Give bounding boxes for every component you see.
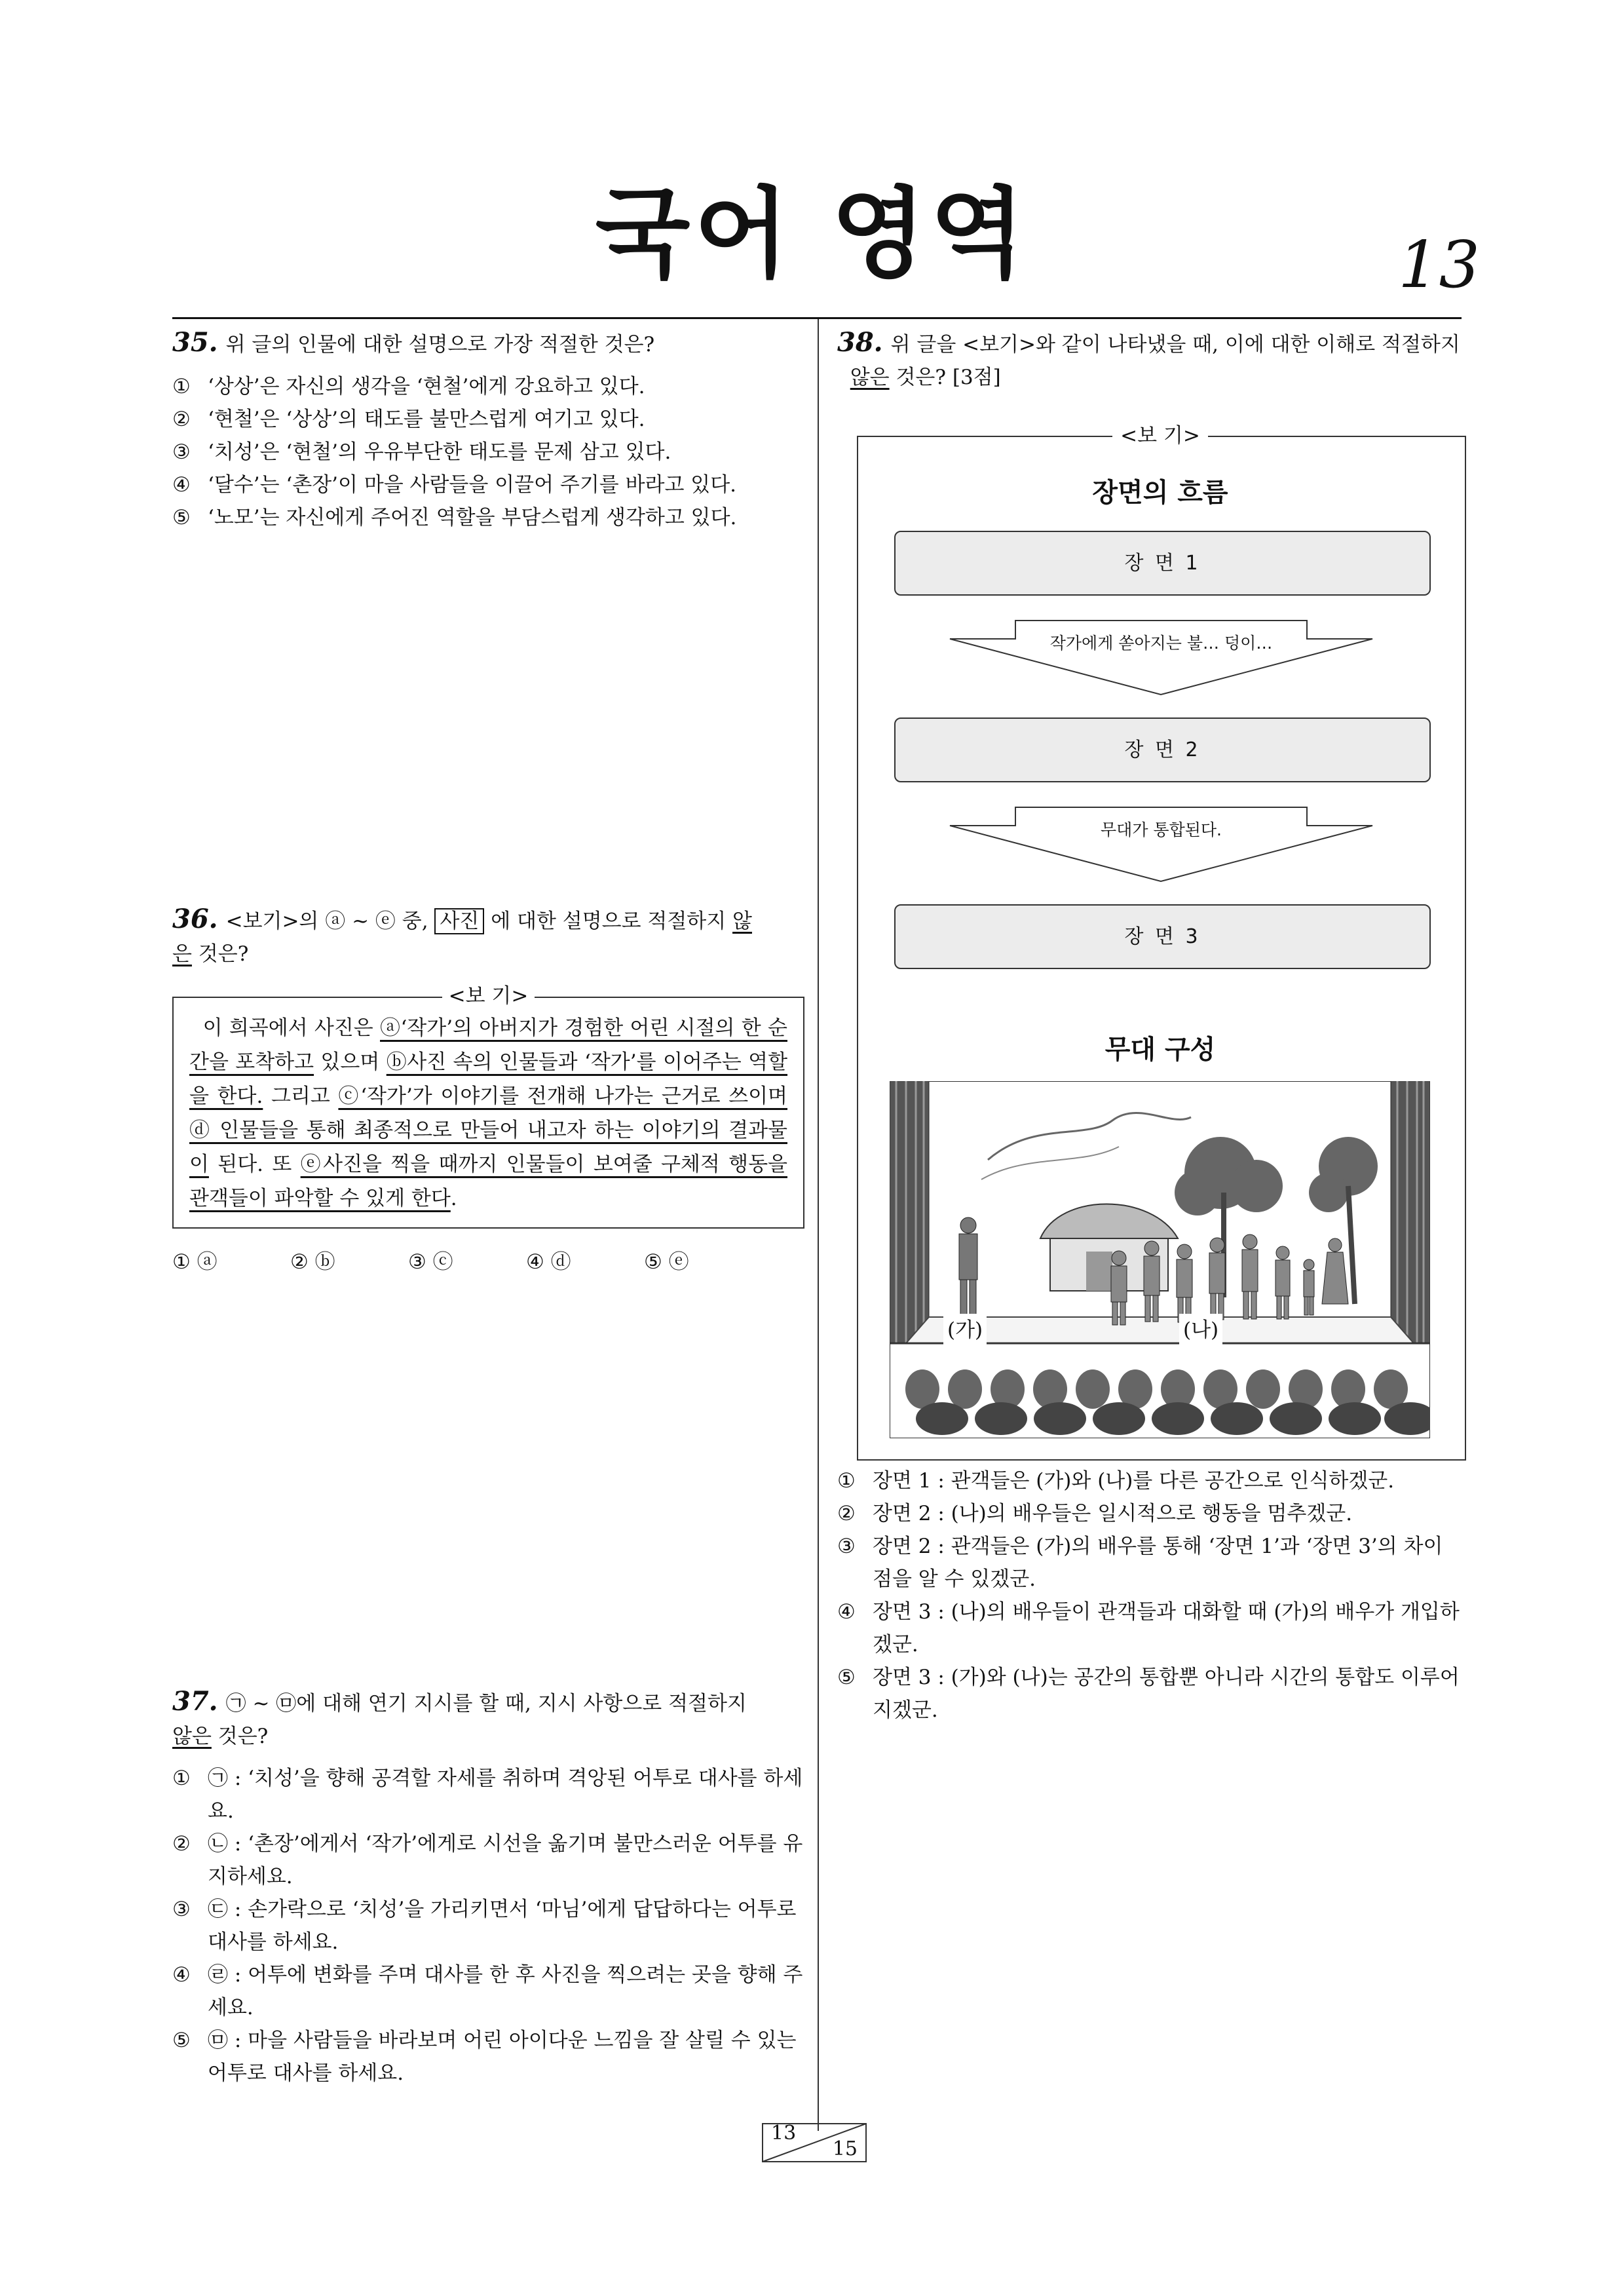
- question-35-options: [172, 370, 804, 534]
- question-number: 35.: [172, 327, 218, 358]
- stage-illustration: [890, 1081, 1430, 1438]
- scene-1-box: 장 면 1: [894, 531, 1431, 596]
- bogi-box: [172, 984, 804, 1229]
- bogi-label-38: <보 기>: [857, 419, 1463, 452]
- question-36-stem: 36. <보기>의 ⓐ ~ ⓔ 중, 사진 에 대한 설명으로 적절하지 않 은 것은?: [172, 904, 752, 966]
- page-number: 13: [1398, 228, 1480, 303]
- arrow-2-label: 무대가 통합된다.: [1101, 820, 1222, 839]
- bogi-text: 이 희곡에서 사진은 ⓐ‘작가’의 아버지가 경험한 어린 시절의 한 순간을 포착하고 있으며 ⓑ사진 속의 인물들과 ‘작가’를 이어주는 역할을 한다. 그리고 ⓒ‘작가’가 이야기를 전개해 나가는 근거로 쓰이며 ⓓ 인물들을 통해 최종적으로 만들어 내고자 하는 이야기의 결과물이 된다. 또 ⓔ사진을 찍을 때까지 인물들이 보여줄 구체적 행동을 관객들이 파악할 수 있게 한다.: [189, 1016, 788, 1210]
- question-36-choices: [172, 1246, 804, 1278]
- question-36: [172, 903, 804, 1278]
- option: ③ ‘치성’은 ‘현철’의 우유부단한 태도를 문제 삼고 있다.: [172, 440, 671, 464]
- scene-2-box: 장 면 2: [894, 718, 1431, 782]
- choice: ① ⓐ: [172, 1250, 217, 1274]
- option: ② ‘현철’은 ‘상상’의 태도를 불만스럽게 여기고 있다.: [172, 408, 645, 431]
- header-rule: [172, 317, 1462, 319]
- option: ① 장면 1 : 관객들은 (가)와 (나)를 다른 공간으로 인식하겠군.: [837, 1469, 1395, 1493]
- question-35: [172, 326, 804, 534]
- option: ⑤ ㉤ : 마을 사람들을 바라보며 어린 아이다운 느낌을 잘 살릴 수 있는 어투로 대사를 하세요.: [172, 2029, 797, 2085]
- question-38-options: [837, 1464, 1462, 1727]
- option: ⑤ ‘노모’는 자신에게 주어진 역할을 부담스럽게 생각하고 있다.: [172, 506, 737, 529]
- bogi-label: <보 기>: [174, 980, 803, 1012]
- option: ④ 장면 3 : (나)의 배우들이 관객들과 대화할 때 (가)의 배우가 개입하겠군.: [837, 1600, 1460, 1656]
- option: ④ ㉣ : 어투에 변화를 주며 대사를 한 후 사진을 찍으려는 곳을 향해 주세요.: [172, 1963, 803, 2019]
- option: ② 장면 2 : (나)의 배우들은 일시적으로 행동을 멈추겠군.: [837, 1502, 1353, 1525]
- question-37-stem: 37. ㉠ ~ ㉤에 대해 연기 지시를 할 때, 지시 사항으로 적절하지 않은 것은?: [172, 1686, 747, 1748]
- option: ③ 장면 2 : 관객들은 (가)의 배우를 통해 ‘장면 1’과 ‘장면 3’의 차이점을 알 수 있겠군.: [837, 1535, 1443, 1591]
- scene-3-box: 장 면 3: [894, 904, 1431, 969]
- option: ⑤ 장면 3 : (가)와 (나)는 공간의 통합뿐 아니라 시간의 통합도 이루어지겠군.: [837, 1666, 1460, 1722]
- question-35-stem: 35. 위 글의 인물에 대한 설명으로 가장 적절한 것은?: [172, 327, 655, 358]
- choice: ④ ⓓ: [526, 1250, 571, 1274]
- choice: ⑤ ⓔ: [644, 1250, 689, 1274]
- flow-title: 장면의 흐름: [1092, 478, 1228, 508]
- option: ③ ㉢ : 손가락으로 ‘치성’을 가리키면서 ‘마님’에게 답답하다는 어투로 대사를 하세요.: [172, 1898, 797, 1954]
- total-pages: 15: [832, 2137, 858, 2160]
- option: ④ ‘달수’는 ‘촌장’이 마을 사람들을 이끌어 주기를 바라고 있다.: [172, 473, 737, 497]
- page-title: 국어 영역: [595, 178, 1029, 292]
- boxed-word: 사진: [434, 908, 484, 934]
- choice: ③ ⓒ: [408, 1250, 453, 1274]
- label-ga: (가): [943, 1314, 987, 1347]
- arrow-1-label: 작가에게 쏟아지는 불… 덩이…: [1049, 634, 1273, 653]
- choice: ② ⓑ: [290, 1250, 335, 1274]
- stage-title: 무대 구성: [1105, 1035, 1216, 1065]
- current-page: 13: [771, 2122, 797, 2145]
- question-37-options: [172, 1762, 804, 2090]
- page-indicator: [762, 2123, 867, 2162]
- option: ① ㉠ : ‘치성’을 향해 공격할 자세를 취하며 격앙된 어투로 대사를 하세요.: [172, 1767, 803, 1823]
- column-divider: [818, 319, 819, 2131]
- label-na: (나): [1179, 1314, 1222, 1347]
- option: ② ㉡ : ‘촌장’에게서 ‘작가’에게로 시선을 옮기며 불만스러운 어투를 유지하세요.: [172, 1832, 803, 1888]
- question-38-stem: 38. 위 글을 <보기>와 같이 나타냈을 때, 이에 대한 이해로 적절하지 않은 것은? [3점]: [837, 327, 1460, 389]
- option: ① ‘상상’은 자신의 생각을 ‘현철’에게 강요하고 있다.: [172, 375, 645, 398]
- question-37: [172, 1685, 804, 2090]
